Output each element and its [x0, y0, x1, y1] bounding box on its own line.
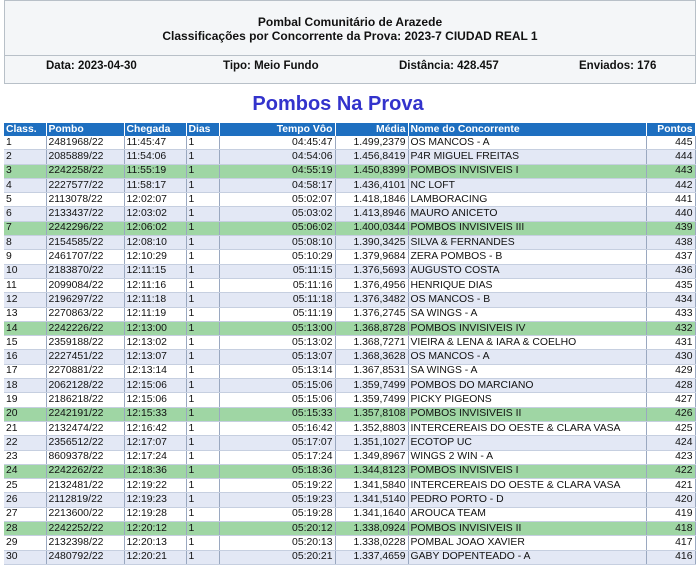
table-row [4, 278, 695, 292]
cell-class: 26 [4, 493, 46, 507]
cell-speed: 1.379,9684 [335, 250, 408, 264]
cell-flight-time: 05:11:16 [219, 278, 335, 292]
cell-competitor: ZERA POMBOS - B [408, 250, 646, 264]
cell-arrival: 12:06:02 [124, 221, 186, 235]
cell-points: 442 [646, 178, 695, 192]
cell-arrival: 12:19:23 [124, 493, 186, 507]
cell-competitor: INTERCEREAIS DO OESTE & CLARA VASA [408, 479, 646, 493]
cell-pigeon-ring: 2461707/22 [46, 250, 124, 264]
cell-points: 423 [646, 450, 695, 464]
cell-days: 1 [186, 250, 219, 264]
cell-flight-time: 05:19:23 [219, 493, 335, 507]
cell-flight-time: 04:58:17 [219, 178, 335, 192]
cell-days: 1 [186, 550, 219, 564]
cell-class: 22 [4, 436, 46, 450]
cell-points: 444 [646, 150, 695, 164]
cell-competitor: NC LOFT [408, 178, 646, 192]
cell-class: 4 [4, 178, 46, 192]
cell-points: 429 [646, 364, 695, 378]
cell-class: 3 [4, 164, 46, 178]
cell-class: 7 [4, 221, 46, 235]
cell-speed: 1.376,5693 [335, 264, 408, 278]
cell-flight-time: 05:11:18 [219, 293, 335, 307]
cell-flight-time: 05:13:00 [219, 321, 335, 335]
cell-pigeon-ring: 2062128/22 [46, 379, 124, 393]
cell-arrival: 12:20:12 [124, 522, 186, 536]
cell-class: 23 [4, 450, 46, 464]
cell-pigeon-ring: 2196297/22 [46, 293, 124, 307]
cell-days: 1 [186, 464, 219, 478]
cell-arrival: 12:02:07 [124, 193, 186, 207]
cell-class: 2 [4, 150, 46, 164]
cell-competitor: AUGUSTO COSTA [408, 264, 646, 278]
cell-pigeon-ring: 2242252/22 [46, 522, 124, 536]
cell-speed: 1.376,2745 [335, 307, 408, 321]
cell-flight-time: 05:16:42 [219, 421, 335, 435]
cell-arrival: 12:20:13 [124, 536, 186, 550]
cell-points: 417 [646, 536, 695, 550]
cell-flight-time: 05:15:33 [219, 407, 335, 421]
table-row [4, 193, 695, 207]
cell-speed: 1.376,3482 [335, 293, 408, 307]
table-row [4, 207, 695, 221]
cell-flight-time: 05:06:02 [219, 221, 335, 235]
cell-speed: 1.352,8803 [335, 421, 408, 435]
cell-days: 1 [186, 207, 219, 221]
race-date: Data: 2023-04-30 [46, 60, 137, 72]
cell-days: 1 [186, 164, 219, 178]
cell-class: 30 [4, 550, 46, 564]
cell-days: 1 [186, 264, 219, 278]
cell-days: 1 [186, 507, 219, 521]
col-header-flight-time: Tempo Vôo [219, 123, 335, 136]
cell-competitor: VIEIRA & LENA & IARA & COELHO [408, 336, 646, 350]
table-row [4, 321, 695, 335]
cell-competitor: GABY DOPENTEADO - A [408, 550, 646, 564]
cell-arrival: 11:45:47 [124, 136, 186, 150]
cell-arrival: 12:18:36 [124, 464, 186, 478]
cell-competitor: WINGS 2 WIN - A [408, 450, 646, 464]
cell-class: 24 [4, 464, 46, 478]
cell-class: 28 [4, 522, 46, 536]
cell-pigeon-ring: 2183870/22 [46, 264, 124, 278]
cell-speed: 1.368,7271 [335, 336, 408, 350]
cell-days: 1 [186, 421, 219, 435]
cell-class: 1 [4, 136, 46, 150]
cell-class: 25 [4, 479, 46, 493]
cell-days: 1 [186, 150, 219, 164]
cell-days: 1 [186, 364, 219, 378]
cell-competitor: OS MANCOS - A [408, 136, 646, 150]
table-row [4, 264, 695, 278]
cell-pigeon-ring: 2242226/22 [46, 321, 124, 335]
table-row [4, 493, 695, 507]
race-distance: Distância: 428.457 [399, 60, 499, 72]
cell-points: 437 [646, 250, 695, 264]
cell-speed: 1.341,5140 [335, 493, 408, 507]
cell-class: 14 [4, 321, 46, 335]
cell-competitor: AROUCA TEAM [408, 507, 646, 521]
cell-arrival: 12:13:02 [124, 336, 186, 350]
cell-flight-time: 05:13:07 [219, 350, 335, 364]
cell-flight-time: 05:15:06 [219, 379, 335, 393]
cell-competitor: POMBOS INVISIVEIS I [408, 164, 646, 178]
cell-class: 16 [4, 350, 46, 364]
cell-pigeon-ring: 2186218/22 [46, 393, 124, 407]
cell-flight-time: 05:20:21 [219, 550, 335, 564]
cell-competitor: SA WINGS - A [408, 307, 646, 321]
cell-flight-time: 05:11:15 [219, 264, 335, 278]
cell-speed: 1.400,0344 [335, 221, 408, 235]
table-row [4, 150, 695, 164]
cell-class: 27 [4, 507, 46, 521]
cell-pigeon-ring: 2481968/22 [46, 136, 124, 150]
cell-speed: 1.359,7499 [335, 379, 408, 393]
cell-speed: 1.456,8419 [335, 150, 408, 164]
cell-competitor: P4R MIGUEL FREITAS [408, 150, 646, 164]
cell-flight-time: 04:55:19 [219, 164, 335, 178]
report-header [4, 0, 696, 84]
cell-class: 6 [4, 207, 46, 221]
pigeons-sent: Enviados: 176 [579, 60, 657, 72]
table-row [4, 221, 695, 235]
cell-arrival: 12:11:16 [124, 278, 186, 292]
cell-competitor: INTERCEREAIS DO OESTE & CLARA VASA [408, 421, 646, 435]
cell-days: 1 [186, 236, 219, 250]
table-row [4, 536, 695, 550]
table-row [4, 350, 695, 364]
cell-pigeon-ring: 2085889/22 [46, 150, 124, 164]
cell-speed: 1.413,8946 [335, 207, 408, 221]
cell-days: 1 [186, 321, 219, 335]
cell-pigeon-ring: 2213600/22 [46, 507, 124, 521]
cell-pigeon-ring: 2133437/22 [46, 207, 124, 221]
cell-flight-time: 05:10:29 [219, 250, 335, 264]
table-row [4, 364, 695, 378]
cell-competitor: ECOTOP UC [408, 436, 646, 450]
cell-days: 1 [186, 536, 219, 550]
cell-pigeon-ring: 2113078/22 [46, 193, 124, 207]
cell-competitor: POMBOS INVISIVEIS II [408, 522, 646, 536]
table-row [4, 407, 695, 421]
cell-pigeon-ring: 2112819/22 [46, 493, 124, 507]
cell-flight-time: 05:19:28 [219, 507, 335, 521]
cell-days: 1 [186, 407, 219, 421]
cell-points: 438 [646, 236, 695, 250]
cell-class: 19 [4, 393, 46, 407]
cell-flight-time: 05:08:10 [219, 236, 335, 250]
cell-competitor: LAMBORACING [408, 193, 646, 207]
cell-flight-time: 05:18:36 [219, 464, 335, 478]
club-name: Pombal Comunitário de Arazede [257, 15, 443, 29]
cell-flight-time: 05:03:02 [219, 207, 335, 221]
cell-pigeon-ring: 2242191/22 [46, 407, 124, 421]
cell-competitor: PEDRO PORTO - D [408, 493, 646, 507]
col-header-pigeon: Pombo [46, 123, 124, 136]
cell-days: 1 [186, 450, 219, 464]
col-header-class: Class. [4, 123, 46, 136]
cell-flight-time: 05:20:13 [219, 536, 335, 550]
table-row [4, 450, 695, 464]
cell-flight-time: 04:54:06 [219, 150, 335, 164]
cell-speed: 1.338,0228 [335, 536, 408, 550]
table-row [4, 436, 695, 450]
cell-points: 422 [646, 464, 695, 478]
cell-days: 1 [186, 278, 219, 292]
cell-points: 441 [646, 193, 695, 207]
cell-flight-time: 05:02:07 [219, 193, 335, 207]
cell-pigeon-ring: 2242262/22 [46, 464, 124, 478]
cell-pigeon-ring: 2270881/22 [46, 364, 124, 378]
cell-flight-time: 05:15:06 [219, 393, 335, 407]
cell-points: 445 [646, 136, 695, 150]
cell-points: 424 [646, 436, 695, 450]
cell-competitor: POMBOS DO MARCIANO [408, 379, 646, 393]
cell-arrival: 12:17:24 [124, 450, 186, 464]
cell-points: 418 [646, 522, 695, 536]
cell-speed: 1.376,4956 [335, 278, 408, 292]
cell-competitor: MAURO ANICETO [408, 207, 646, 221]
table-row [4, 393, 695, 407]
cell-pigeon-ring: 2356512/22 [46, 436, 124, 450]
cell-days: 1 [186, 493, 219, 507]
cell-points: 428 [646, 379, 695, 393]
cell-pigeon-ring: 2099084/22 [46, 278, 124, 292]
cell-days: 1 [186, 379, 219, 393]
cell-days: 1 [186, 293, 219, 307]
cell-points: 439 [646, 221, 695, 235]
cell-points: 431 [646, 336, 695, 350]
cell-speed: 1.367,8531 [335, 364, 408, 378]
table-row [4, 336, 695, 350]
cell-arrival: 12:13:14 [124, 364, 186, 378]
report-subtitle: Classificações por Concorrente da Prova: 2023-7 CIUDAD REAL 1 [162, 29, 538, 43]
cell-pigeon-ring: 2227577/22 [46, 178, 124, 192]
cell-flight-time: 05:13:02 [219, 336, 335, 350]
race-type: Tipo: Meio Fundo [223, 60, 319, 72]
cell-competitor: POMBAL JOAO XAVIER [408, 536, 646, 550]
col-header-competitor: Nome do Concorrente [408, 123, 646, 136]
cell-flight-time: 05:19:22 [219, 479, 335, 493]
table-header-row [4, 123, 695, 136]
table-row [4, 479, 695, 493]
cell-points: 419 [646, 507, 695, 521]
cell-speed: 1.418,1846 [335, 193, 408, 207]
cell-days: 1 [186, 479, 219, 493]
col-header-points: Pontos [646, 123, 695, 136]
cell-speed: 1.349,8967 [335, 450, 408, 464]
cell-days: 1 [186, 307, 219, 321]
cell-points: 436 [646, 264, 695, 278]
cell-flight-time: 05:17:24 [219, 450, 335, 464]
cell-flight-time: 05:11:19 [219, 307, 335, 321]
cell-arrival: 12:13:00 [124, 321, 186, 335]
cell-arrival: 12:08:10 [124, 236, 186, 250]
cell-points: 416 [646, 550, 695, 564]
cell-pigeon-ring: 2132481/22 [46, 479, 124, 493]
cell-competitor: PICKY PIGEONS [408, 393, 646, 407]
cell-class: 8 [4, 236, 46, 250]
cell-class: 17 [4, 364, 46, 378]
cell-class: 21 [4, 421, 46, 435]
results-table [4, 123, 696, 565]
cell-arrival: 12:03:02 [124, 207, 186, 221]
cell-arrival: 11:54:06 [124, 150, 186, 164]
cell-competitor: OS MANCOS - A [408, 350, 646, 364]
cell-speed: 1.337,4659 [335, 550, 408, 564]
cell-class: 29 [4, 536, 46, 550]
cell-arrival: 12:16:42 [124, 421, 186, 435]
cell-arrival: 11:58:17 [124, 178, 186, 192]
cell-pigeon-ring: 2359188/22 [46, 336, 124, 350]
cell-arrival: 12:11:19 [124, 307, 186, 321]
cell-points: 433 [646, 307, 695, 321]
cell-class: 10 [4, 264, 46, 278]
cell-competitor: POMBOS INVISIVEIS I [408, 464, 646, 478]
cell-arrival: 11:55:19 [124, 164, 186, 178]
cell-pigeon-ring: 2480792/22 [46, 550, 124, 564]
cell-pigeon-ring: 2242296/22 [46, 221, 124, 235]
cell-arrival: 12:17:07 [124, 436, 186, 450]
cell-arrival: 12:10:29 [124, 250, 186, 264]
cell-points: 440 [646, 207, 695, 221]
cell-points: 427 [646, 393, 695, 407]
cell-competitor: POMBOS INVISIVEIS IV [408, 321, 646, 335]
table-row [4, 464, 695, 478]
cell-arrival: 12:15:06 [124, 393, 186, 407]
cell-competitor: POMBOS INVISIVEIS III [408, 221, 646, 235]
cell-pigeon-ring: 2227451/22 [46, 350, 124, 364]
cell-points: 432 [646, 321, 695, 335]
table-row [4, 164, 695, 178]
cell-class: 15 [4, 336, 46, 350]
cell-pigeon-ring: 8609378/22 [46, 450, 124, 464]
col-header-arrival: Chegada [124, 123, 186, 136]
table-row [4, 421, 695, 435]
table-row [4, 307, 695, 321]
cell-competitor: SA WINGS - A [408, 364, 646, 378]
table-row [4, 293, 695, 307]
cell-arrival: 12:11:18 [124, 293, 186, 307]
table-row [4, 379, 695, 393]
table-row [4, 522, 695, 536]
cell-speed: 1.341,5840 [335, 479, 408, 493]
cell-flight-time: 05:20:12 [219, 522, 335, 536]
cell-competitor: SILVA & FERNANDES [408, 236, 646, 250]
cell-points: 443 [646, 164, 695, 178]
cell-arrival: 12:13:07 [124, 350, 186, 364]
cell-points: 420 [646, 493, 695, 507]
cell-speed: 1.450,8399 [335, 164, 408, 178]
table-row [4, 507, 695, 521]
cell-days: 1 [186, 393, 219, 407]
cell-speed: 1.338,0924 [335, 522, 408, 536]
cell-arrival: 12:19:22 [124, 479, 186, 493]
cell-speed: 1.359,7499 [335, 393, 408, 407]
cell-speed: 1.351,1027 [335, 436, 408, 450]
cell-flight-time: 05:17:07 [219, 436, 335, 450]
cell-pigeon-ring: 2270863/22 [46, 307, 124, 321]
cell-flight-time: 04:45:47 [219, 136, 335, 150]
cell-pigeon-ring: 2154585/22 [46, 236, 124, 250]
cell-speed: 1.390,3425 [335, 236, 408, 250]
cell-speed: 1.344,8123 [335, 464, 408, 478]
cell-arrival: 12:15:33 [124, 407, 186, 421]
cell-flight-time: 05:13:14 [219, 364, 335, 378]
cell-pigeon-ring: 2132474/22 [46, 421, 124, 435]
cell-class: 13 [4, 307, 46, 321]
table-row [4, 550, 695, 564]
cell-speed: 1.357,8108 [335, 407, 408, 421]
cell-class: 5 [4, 193, 46, 207]
cell-competitor: POMBOS INVISIVEIS II [408, 407, 646, 421]
col-header-speed: Média [335, 123, 408, 136]
race-info-bar [5, 55, 695, 78]
cell-points: 430 [646, 350, 695, 364]
cell-speed: 1.341,1640 [335, 507, 408, 521]
cell-arrival: 12:19:28 [124, 507, 186, 521]
cell-arrival: 12:15:06 [124, 379, 186, 393]
cell-class: 18 [4, 379, 46, 393]
cell-arrival: 12:20:21 [124, 550, 186, 564]
cell-days: 1 [186, 221, 219, 235]
cell-points: 421 [646, 479, 695, 493]
cell-class: 11 [4, 278, 46, 292]
cell-points: 434 [646, 293, 695, 307]
table-row [4, 250, 695, 264]
table-row [4, 178, 695, 192]
cell-pigeon-ring: 2132398/22 [46, 536, 124, 550]
cell-class: 9 [4, 250, 46, 264]
cell-points: 426 [646, 407, 695, 421]
cell-days: 1 [186, 136, 219, 150]
cell-points: 425 [646, 421, 695, 435]
cell-speed: 1.368,3628 [335, 350, 408, 364]
cell-competitor: OS MANCOS - B [408, 293, 646, 307]
cell-class: 20 [4, 407, 46, 421]
col-header-days: Dias [186, 123, 219, 136]
cell-days: 1 [186, 436, 219, 450]
table-row [4, 136, 695, 150]
cell-arrival: 12:11:15 [124, 264, 186, 278]
cell-speed: 1.368,8728 [335, 321, 408, 335]
cell-pigeon-ring: 2242258/22 [46, 164, 124, 178]
cell-speed: 1.499,2379 [335, 136, 408, 150]
section-heading: Pombos Na Prova [252, 93, 424, 115]
cell-days: 1 [186, 336, 219, 350]
cell-days: 1 [186, 350, 219, 364]
cell-class: 12 [4, 293, 46, 307]
cell-days: 1 [186, 522, 219, 536]
table-row [4, 236, 695, 250]
cell-competitor: HENRIQUE DIAS [408, 278, 646, 292]
cell-speed: 1.436,4101 [335, 178, 408, 192]
cell-days: 1 [186, 193, 219, 207]
cell-days: 1 [186, 178, 219, 192]
cell-points: 435 [646, 278, 695, 292]
